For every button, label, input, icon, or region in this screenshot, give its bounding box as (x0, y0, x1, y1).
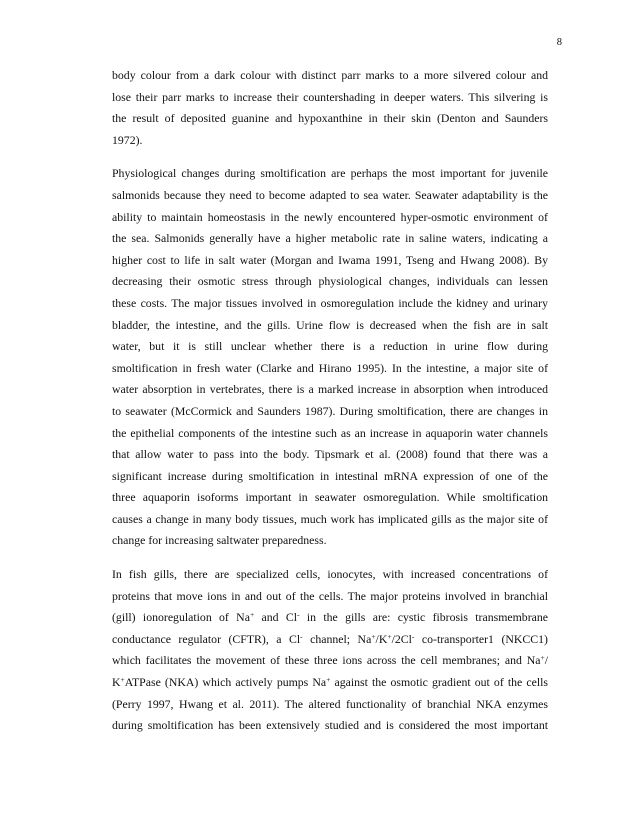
text-line: conductance regulator (CFTR), a Cl- channel; Na+/K+/2Cl- co-transporter1 (NKCC1) (112, 631, 548, 646)
rich-lines (112, 607, 548, 737)
text-line: causes a change in many body tissues, much work has implicated gills as the major site of (112, 511, 548, 526)
text-line: three aquaporin isoforms important in seawater osmoregulation. While smoltification (112, 490, 548, 505)
paragraph-3 (112, 564, 548, 737)
superscript: + (249, 610, 255, 620)
text-line: the result of deposited guanine and hypoxanthine in their skin (Denton and Saunders (112, 111, 548, 126)
superscript: + (387, 631, 392, 641)
page-number: 8 (556, 37, 562, 48)
text-line: smoltification in fresh water (Clarke and Hirano 1995). In the intestine, a major site of (112, 360, 548, 375)
paragraph-gap (112, 151, 548, 163)
superscript: - (300, 631, 303, 641)
text-line: ability to maintain homeostasis in the newly encountered hyper-osmotic environment of (112, 209, 548, 224)
text-line: (Perry 1997, Hwang et al. 2011). The altered functionality of branchial NKA enzymes (112, 696, 548, 711)
text-line: these costs. The major tissues involved in osmoregulation include the kidney and urinary (112, 295, 548, 310)
text-line: In fish gills, there are specialized cells, ionocytes, with increased concentrations of (112, 567, 548, 582)
text-line: salmonids because they need to become adapted to sea water. Seawater adaptability is the (112, 187, 548, 202)
text-line: higher cost to life in salt water (Morgan and Iwama 1991, Tseng and Hwang 2008). By (112, 252, 548, 267)
text-line: (gill) ionoregulation of Na+ and Cl- in the gills are: cystic fibrosis transmembrane (112, 610, 548, 625)
text-line: bladder, the intestine, and the gills. Urine flow is decreased when the fish are in salt (112, 317, 548, 332)
text-line: water, but it is still unclear whether there is a reduction in urine flow during (112, 339, 548, 354)
text-line: body colour from a dark colour with distinct parr marks to a more silvered colour and (112, 68, 548, 82)
text-line: proteins that move ions in and out of the cells. The major proteins involved in branchial (112, 588, 548, 603)
superscript: + (326, 675, 331, 685)
text-line: 1972). (112, 132, 143, 147)
text-line: lose their parr marks to increase their countershading in deeper waters. This silvering is (112, 89, 548, 104)
superscript: + (371, 631, 376, 641)
paragraph-2 (112, 163, 548, 552)
superscript: - (297, 610, 300, 620)
text-line: decreasing their osmotic stress through physiological changes, individuals can lessen (112, 274, 548, 289)
text-line: Physiological changes during smoltification are perhaps the most important for juvenile (112, 166, 548, 181)
paragraph-gap (112, 552, 548, 564)
text-line: during smoltification has been extensively studied and is considered the most important (112, 718, 548, 733)
superscript: + (540, 653, 545, 663)
superscript: + (120, 675, 125, 685)
text-line: the sea. Salmonids generally have a higher metabolic rate in saline waters, indicating a (112, 231, 548, 246)
text-line: water absorption in vertebrates, there is a marked increase in absorption when introduced (112, 382, 548, 397)
text-line: significant increase during smoltification in intestinal mRNA expression of one of the (112, 468, 548, 483)
text-line: K+ATPase (NKA) which actively pumps Na+ against the osmotic gradient out of the cells (112, 675, 548, 690)
paragraph-1 (112, 65, 548, 151)
superscript: - (411, 631, 415, 641)
text-line: change for increasing saltwater preparedness. (112, 533, 327, 548)
text-line: the epithelial components of the intestine such as an increase in aquaporin water channels (112, 425, 548, 440)
body-text (112, 65, 548, 737)
text-line: which facilitates the movement of these three ions across the cell membranes; and Na+/ (112, 653, 548, 668)
text-line: that allow water to pass into the body. Tipsmark et al. (2008) found that there was a (112, 447, 548, 462)
text-line: to seawater (McCormick and Saunders 1987). During smoltification, there are changes in (112, 403, 548, 418)
